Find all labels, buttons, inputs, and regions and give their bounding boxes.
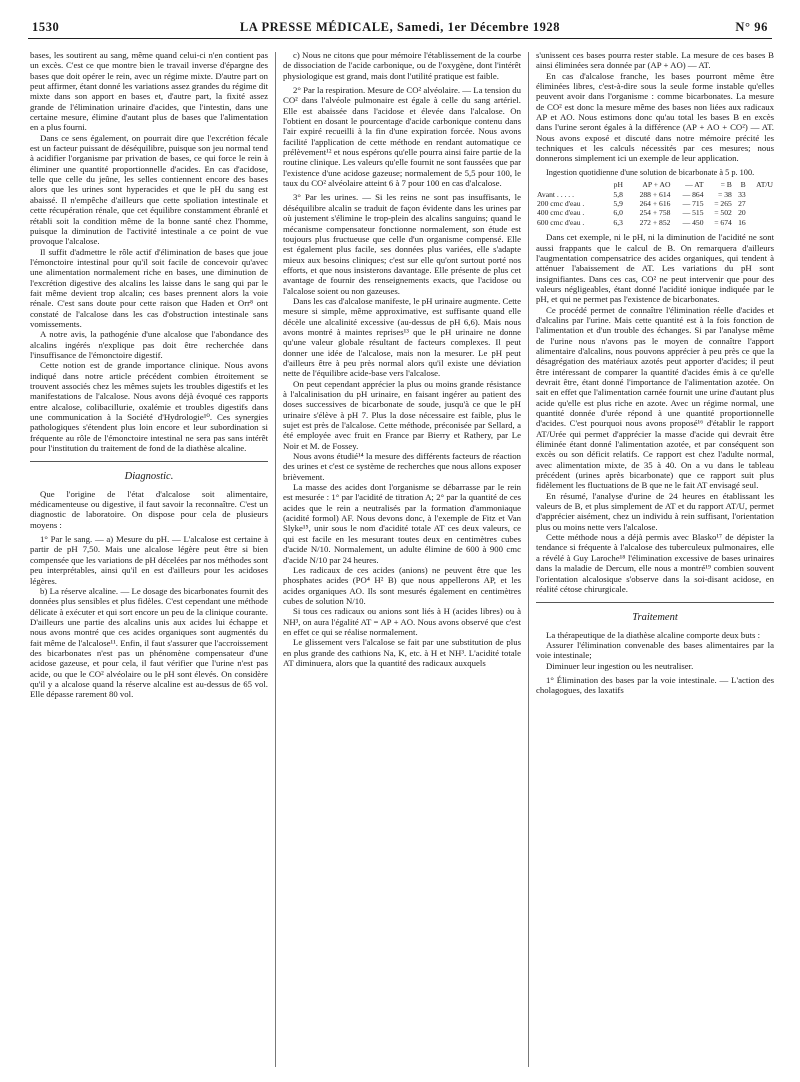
- section-heading-traitement: Traitement: [632, 612, 678, 624]
- paragraph: Cette méthode nous a déjà permis avec Blasko¹⁷ de dépister la tendance si fréquente à l'alcalose des tuberculeux pulmonaires, elle a révélé à Guy Laroche¹⁸ l'élimination excessive de bases urinaires dans la maladie de Dercum, elle nous a montré¹⁹ combien souvent l'orientation alcalosique s'observe dans la soi-disant acidose, en réalité cétose chirurgicale.: [536, 532, 774, 594]
- column-middle: [283, 50, 521, 1070]
- table-cell: 5,8: [613, 189, 623, 199]
- section-heading-diagnostic: Diagnostic.: [124, 471, 174, 483]
- column-divider: [275, 52, 276, 1067]
- table-cell: — 864: [682, 189, 704, 199]
- column-divider: [528, 52, 529, 1067]
- paragraph: Nous avons étudié¹⁴ la mesure des différents facteurs de réaction des urines et c'est ce système de recherches que nous allons exposer brièvement.: [283, 451, 521, 482]
- page-header: [28, 18, 772, 39]
- table-cell: [747, 190, 774, 199]
- table-cell: 33: [738, 189, 746, 199]
- paragraph: Le glissement vers l'alcalose se fait par une substitution de plus en plus grande des cathions Na, K, etc. à H et NH³. L'acidité totale AT diminuera, alors que la quantité des radicaux auxquels: [283, 637, 521, 668]
- paragraph: 1° Élimination des bases par la voie intestinale. — L'action des cholagogues, des laxatifs: [536, 674, 774, 696]
- paragraph: bases, les soutirent au sang, même quand celui-ci n'en contient pas un excès. C'est ce que montre bien le travail inverse d'épargne des bases que doit opérer le rein, avec un régime mixte. D'autre part on peut affirmer, étant donné les variations assez grandes du régime dit mixte dans son apport en bases et, d'autre part, la fixité assez grande de l'élimination urinaire d'acides, que l'intestin, dans une certaine mesure, élimine d'autant plus de bases que l'alimentation en a plus fourni.: [30, 50, 268, 133]
- section-separator: [536, 602, 774, 603]
- table-cell: 288 + 614: [639, 189, 671, 199]
- paragraph: La masse des acides dont l'organisme se débarrasse par le rein est mesurée : 1° par l'acidité de titration A; 2° par la quantité de ces acides que le rein a neutralisés par la formation d'ammoniaque (acidité formol) AF. Nous devons donc, à l'exemple de Fitz et Van Slyke¹⁵, unir sous le nom d'acidité totale AT ces deux valeurs, ce qui est facile en les mesurant toutes deux en centimètres cubes d'acide N/10. Normalement, un adulte élimine de 600 à 900 cmc d'acide N/10 par 24 heures.: [283, 482, 521, 565]
- table-cell: 6,0: [613, 208, 623, 218]
- table-cell: — 715: [682, 198, 704, 208]
- table-cell: 200 cmc d'eau .: [537, 198, 585, 208]
- table-cell: — 450: [682, 217, 704, 227]
- paragraph: 2° Par la respiration. Mesure de CO² alvéolaire. — La tension du CO² dans l'alvéole pulmonaire est égale à celle du sang artériel. Elle est abaissée dans l'acidose et élevée dans l'alcalose. On l'obtient en dosant le pourcentage d'acide carbonique contenu dans l'air expiré recueilli à la fin d'une expiration forcée. Nous avons facilité l'application de cette méthode en rendant automatique ce prélèvement¹² et nous espérons qu'elle pourra ainsi faire partie de la routine clinique. Les valeurs qu'elle fournit ne sont faussées que par l'existence d'une acidose gazeuse; normalement de 5,5 pour 100, le taux du CO² alvéolaire atteint 6 à 7 pour 100 en cas d'alcalose.: [283, 85, 521, 189]
- table-cell: 27: [738, 198, 746, 208]
- table-cell: 600 cmc d'eau .: [537, 217, 585, 227]
- table-cell: = 674: [714, 217, 732, 227]
- table-cell: 264 + 616: [639, 198, 671, 208]
- table-cell: 6,3: [613, 217, 623, 227]
- table-row: [536, 208, 774, 217]
- table-cell: 400 cmc d'eau .: [537, 208, 585, 218]
- table-cell: — 515: [682, 208, 704, 218]
- table-cell: [747, 218, 774, 227]
- column-right: [536, 50, 774, 1070]
- page-number: 1530: [32, 20, 60, 34]
- paragraph: Cette notion est de grande importance clinique. Nous avons indiqué dans notre article précédent combien étroitement se trouvent associés chez les mêmes sujets les troubles digestifs et les manifestations de l'alcalose. Nous avons déjà évoqué ces rapports entre alcalose, colibacillurie, oxalémie et troubles digestifs dans une communication à la Société d'Hydrologie¹⁰. Ces synergies pathologiques s'étendent plus loin encore et leur subordination si fréquente au rôle de l'émonctoire intestinal ne sera pas sans intérêt pour l'institution du traitement de fond de la diathèse alcaline.: [30, 360, 268, 454]
- paragraph: Ce procédé permet de connaître l'élimination réelle d'acides et d'alcalins par l'urine. Mais cette quantité est à la fois fonction de l'alimentation et d'un trouble des échanges. Si par l'analyse même de l'urine nous n'avons pas le moyen de connaître l'apport alimentaire d'alcalins, nous pouvons apprécier à peu près ce que la désagrégation des matériaux azotés peut apporter d'acides; il peut être intéressant de comparer la quantité d'acides émis à ce qu'elle devrait être, étant donné l'importance de l'alimentation azotée. On sait en effet que l'alimentation carnée fournit une urine d'autant plus acide qu'elle est plus riche en azote. Avec un régime normal, une quantité donnée d'urée répond à une quantité proportionnelle d'acides. C'est pourquoi nous avons proposé¹⁶ d'établir le rapport AT/Urée qui permet d'apprécier la masse d'acide qui devrait être éliminée étant donné l'alimentation azotée, et par conséquent son excès ou son déficit relatifs. Ce rapport est chez l'adulte normal, avec alimentation mixte, de 35 à 40. On a vu dans le tableau précédent (urines après bicarbonate) que ce rapport suit plus fidèlement les fluctuations de B que ne le fait AT envisagé seul.: [536, 304, 774, 491]
- table-row: [536, 218, 774, 227]
- table-header-cell: [536, 180, 607, 189]
- paragraph: Assurer l'élimination convenable des bases alimentaires par la voie intestinale;: [536, 639, 774, 661]
- urine-analysis-table: [536, 180, 774, 227]
- table-cell: = 502: [714, 208, 732, 218]
- table-cell: Avant . . . . .: [537, 189, 574, 199]
- paragraph: Diminuer leur ingestion ou les neutraliser.: [546, 660, 694, 671]
- issue-number: N° 96: [735, 20, 768, 34]
- table-header-cell: AT/U: [756, 180, 773, 190]
- paragraph: Dans ce sens également, on pourrait dire que l'excrétion fécale est un facteur puissant de déséquilibre, puisque son jeu normal tend à acidifier l'organisme par privation de bases, ce qui force le rein à éliminer une quantité proportionnelle d'acides. En cas d'acidose, telle que celle du jeûne, les selles contiennent encore des bases alors que les urines sont hyperacides et que le pH du sang est abaissé. Il n'empêche d'ailleurs que cette spoliation intestinale et cette récupération rénale, que cet équilibre constamment ébranlé et rétabli soit la condition même de la bonne santé chez l'homme, puisque la diminution de l'activité intestinale a ce point de vue provoque l'alcalose.: [30, 132, 268, 247]
- paragraph: La thérapeutique de la diathèse alcaline comporte deux buts :: [546, 629, 761, 640]
- paragraph: b) La réserve alcaline. — Le dosage des bicarbonates fournit des données plus sensibles et plus fidèles. C'est cependant une méthode délicate à exécuter et qui sort encore un peu de la clinique courante. D'ailleurs une partie des alcalins unis aux acides lui échappe et nous avons montré que ces acides organiques sont augmentés du fait même de l'alcalose¹¹. Enfin, il faut s'assurer que l'accroissement des bicarbonates n'est pas un phénomène compensateur d'une acidose gazeuse, et pour cela, il faut vérifier que l'urine n'est pas acide, ou que le CO² alvéolaire ou le pH sont élevés. On considère qu'il y a alcalose quand la réserve alcaline est au-dessus de 65 vol. Elle dépasse rarement 80 vol.: [30, 585, 268, 700]
- table-header-cell: — AT: [685, 180, 704, 190]
- section-separator: [30, 461, 268, 462]
- table-header-row: [536, 180, 774, 189]
- journal-title: LA PRESSE MÉDICALE, Samedi, 1er Décembre 1928: [239, 20, 561, 34]
- table-header-cell: = B: [720, 180, 732, 190]
- table-cell: [747, 199, 774, 208]
- table-cell: 16: [738, 217, 746, 227]
- table-cell: 20: [738, 208, 746, 218]
- paragraph: s'unissent ces bases pourra rester stable. La mesure de ces bases B ainsi éliminées sera donnée par (AP + AO) — AT.: [536, 50, 774, 71]
- table-header-cell: pH: [613, 180, 623, 190]
- paragraph: On peut cependant apprécier la plus ou moins grande résistance à l'alcalinisation du pH urinaire, en faisant ingérer au patient des doses successives de bicarbonate de soude, jusqu'à ce que le pH urinaire s'élève à pH 7. Plus la dose nécessaire est faible, plus le sujet est près de l'alcalose. Cette méthode, préconisée par Sellard, a été employée avec fruit en France par Bierry et Rathery, par Le Noir et M. de Fossey.: [283, 378, 521, 451]
- table-row: [536, 190, 774, 199]
- table-cell: 254 + 758: [639, 208, 671, 218]
- table-caption: Ingestion quotidienne d'une solution de bicarbonate à 5 p. 100.: [546, 167, 755, 177]
- paragraph: A notre avis, la pathogénie d'une alcalose que l'abondance des alcalins ingérés n'explique pas doit être recherchée dans l'insuffisance de l'émonctoire digestif.: [30, 329, 268, 360]
- table-cell: = 38: [718, 189, 732, 199]
- paragraph: En résumé, l'analyse d'urine de 24 heures en établissant les valeurs de B, et plus simplement de AT et du rapport AT/U, permet d'apprécier aisément, chez un individu à rein suffisant, l'orientation plus ou moins nette vers l'alcalose.: [536, 490, 774, 532]
- table-cell: 272 + 852: [639, 217, 671, 227]
- paragraph: 3° Par les urines. — Si les reins ne sont pas insuffisants, le déséquilibre alcalin se traduit de façon évidente dans les urines par où justement s'élimine le trop-plein des alcalins sanguins; quand le mécanisme compensateur fonctionne normalement, son étude est toujours plus fructueuse que celle d'un organisme compensé. Elle est également plus facile, ses données plus variées, elle s'adapte mieux aux besoins cliniques; c'est sur elle qu'ont surtout porté nos efforts, et que nous insisterons davantage. Elle présente de plus cet avantage de fournir des renseignements exacts, que l'acidose ou l'alcalose soient ou non gazeuses.: [283, 192, 521, 296]
- paragraph: 1° Par le sang. — a) Mesure du pH. — L'alcalose est certaine à partir de pH 7,50. Mais une alcalose légère peut être si bien compensée que les variations de pH décelées par nos méthodes sont peu interprétables, ainsi qu'il en est d'ailleurs pour les acidoses légères.: [30, 534, 268, 586]
- table-header-cell: B: [740, 180, 746, 190]
- paragraph: c) Nous ne citons que pour mémoire l'établissement de la courbe de dissociation de l'acide carbonique, ou de l'oxygène, dont l'intérêt physiologique est grand, mais dont l'utilité pratique est faible.: [283, 50, 521, 81]
- paragraph: Dans cet exemple, ni le pH, ni la diminution de l'acidité ne sont aussi frappants que le calcul de B. On remarquera d'ailleurs l'augmentation compensatrice des acides organiques, qui tendent à atténuer l'abaissement de AT. Les variations du pH sont insignifiantes. Dans ces cas, CO² ne peut intervenir que pour des valeurs négligeables, étant donné l'acidité ionique indiquée par le pH, et qui ne permet pas l'existence de bicarbonates.: [536, 232, 774, 305]
- paragraph: En cas d'alcalose franche, les bases pourront même être éliminées libres, c'est-à-dire sous la seule forme instable qu'elles peuvent avoir dans l'organisme : comme bicarbonates. La mesure de CO² est donc la mesure même des bases non liées aux radicaux AP et AO. Nous estimons donc qu'au total les bases B en excès dans l'urine seront égales à la différence (AP + AO + CO²) — AT. Nous avons exposé et discuté dans notre mémoire précité les techniques et les calculs nécessités par ces mesures; nous donnerons simplement ici un exemple de leur application.: [536, 70, 774, 164]
- paragraph: Les radicaux de ces acides (anions) ne peuvent être que les phosphates acides (PO⁴ H² B) que nous appellerons AP, et les acides organiques AO. Ils sont mesurés également en centimètres cubes de solution N/10.: [283, 564, 521, 606]
- table-cell: 5,9: [613, 198, 623, 208]
- table-cell: [747, 208, 774, 217]
- column-left: [30, 50, 268, 1070]
- paragraph: Si tous ces radicaux ou anions sont liés à H (acides libres) ou à NH³, on aura l'égalité AT = AP + AO. Nous avons observé que c'est en effet ce qui se réalise normalement.: [283, 606, 521, 637]
- table-cell: = 265: [714, 198, 732, 208]
- paragraph: Dans les cas d'alcalose manifeste, le pH urinaire augmente. Cette mesure si simple, même approximative, est suffisante quand elle décèle une alcalinité excessive (au-dessus de pH 6,6). Mais nous avons montré à maintes reprises¹³ que le pH urinaire ne donne qu'une valeur globale résultant de facteurs complexes. Il peut donner une idée de l'alcalose, mais non la mesurer. Le pH peut d'ailleurs être à peu près normal alors qu'il existe une déviation nette de l'équilibre acide-base vers l'alcalose.: [283, 295, 521, 379]
- table-header-cell: AP + AO: [642, 180, 671, 190]
- table-row: [536, 199, 774, 208]
- paragraph: Que l'origine de l'état d'alcalose soit alimentaire, médicamenteuse ou digestive, il faut savoir la reconnaître. C'est un diagnostic de laboratoire. On dispose pour cela de plusieurs moyens :: [30, 488, 268, 530]
- paragraph: Il suffit d'admettre le rôle actif d'élimination de bases que joue l'émonctoire intestinal pour qu'il soit facile de concevoir qu'avec une alimentation normalement riche en bases, une diminution de l'excrétion digestive des alcalins les laisse dans le sang qui par le fait même devient trop alcalin; ces bases prennent alors la voie rénale. C'est sans doute pour cette raison que Haden et Orr⁸ ont constaté de l'alcalose dans les cas d'obstruction intestinale sans vomissements.: [30, 246, 268, 329]
